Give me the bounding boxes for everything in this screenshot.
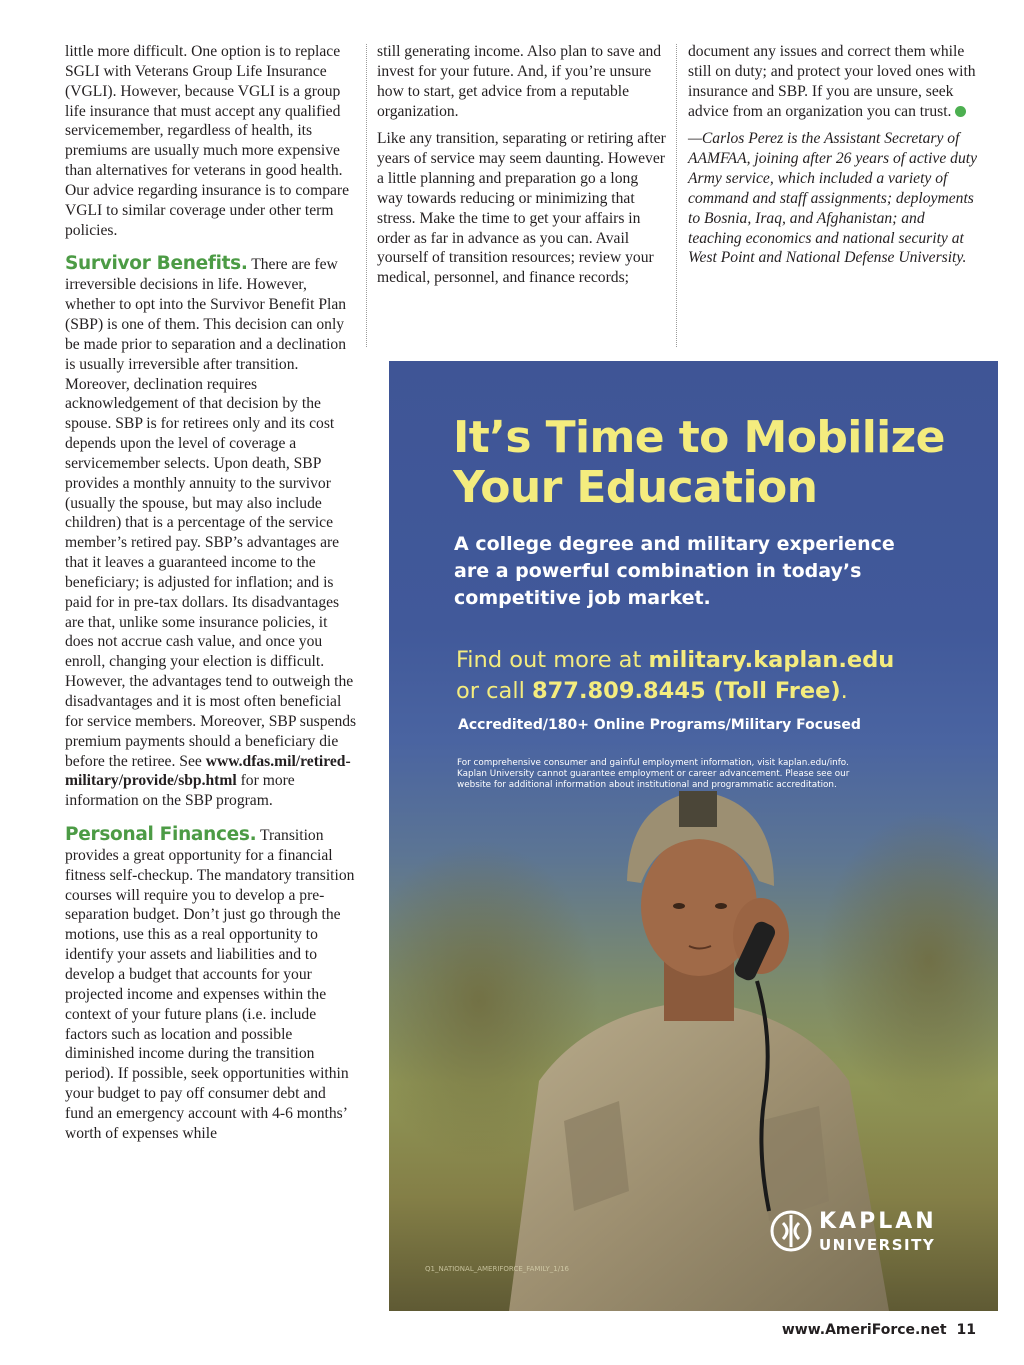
ad-code: Q1_NATIONAL_AMERIFORCE_FAMILY_1/16	[425, 1265, 570, 1273]
ad-phone-link[interactable]: 877.809.8445 (Toll Free)	[532, 678, 841, 704]
transition-paragraph: Like any transition, separating or retiring after years of service may seem daunting. However a little planning and preparation go a long way towards reducing or minimizing that stress. Make the time to get your affairs in order as far in advance as you can. Avail yourself of transition resources; review your medical, personnel, and finance records;	[377, 130, 666, 287]
kaplan-advertisement[interactable]	[389, 361, 998, 1311]
closing-text: document any issues and correct them while still on duty; and protect your loved ones with insurance and SBP. If you are unsure, seek advice from an organization you can trust.	[688, 43, 976, 120]
kaplan-university-logo	[769, 1201, 969, 1261]
article-column-1	[65, 42, 357, 1152]
article-column-2	[377, 42, 667, 296]
author-byline: —Carlos Perez is the Assistant Secretary of AAMFAA, joining after 26 years of active duty Army service, which included a variety of command and staff assignments; deployments to Bosnia, Iraq, and Afghanistan; and teaching economics and national security at West Point and National Defense University.	[688, 130, 978, 267]
survivor-benefits-paragraph	[65, 254, 357, 811]
personal-finances-text: Transition provides a great opportunity for a financial fitness self-checkup. The mandatory transition courses will require you to develop a pre-separation budget. Don’t just go through the motions, use this as a real opportunity to identify your assets and liabilities and to develop a budget that accounts for your projected income and expenses within the context of your future plans (i.e. include factors such as location and possible diminished income during the transition period). If possible, seek opportunities within your budget to pay off consumer debt and fund an emergency account with 4-6 months’ worth of expenses while	[65, 827, 355, 1142]
insurance-paragraph: little more difficult. One option is to replace SGLI with Veterans Group Life Insurance (VGLI). However, because VGLI is a group life insurance that must accept any qualified servicemember, regardless of health, its premiums are usually much more expensive than alternatives for veterans in good health. Our advice regarding insurance is to compare VGLI to similar coverage under other term policies.	[65, 43, 350, 239]
cta-end: .	[840, 678, 848, 704]
personal-finances-paragraph	[65, 825, 357, 1144]
footer-site[interactable]: www.AmeriForce.net	[781, 1322, 947, 1338]
logo-university: UNIVERSITY	[819, 1236, 936, 1254]
logo-kaplan: KAPLAN	[819, 1209, 937, 1234]
cta-mid: or call	[456, 678, 525, 704]
ad-accreditation: Accredited/180+ Online Programs/Military Focused	[458, 717, 861, 733]
savings-paragraph: still generating income. Also plan to save and invest for your future. And, if you’re unsure how to start, get advice from a reputable organization.	[377, 43, 662, 120]
ad-fine-print: For comprehensive consumer and gainful employment information, visit kaplan.edu/info. Kaplan University cannot guarantee employment or career advancement. Please see our website for additional information about institutional and programmatic accreditation.	[457, 758, 850, 790]
sbp-link[interactable]: www.dfas.mil/retired-military/provide/sbp.html	[65, 752, 351, 790]
ad-url-link[interactable]: military.kaplan.edu	[648, 647, 895, 673]
personal-finances-heading: Personal Finances.	[65, 824, 257, 846]
ad-call-to-action	[456, 645, 976, 707]
survivor-benefits-heading: Survivor Benefits.	[65, 253, 248, 275]
page-footer	[782, 1322, 976, 1338]
ad-headline: It’s Time to Mobilize Your Education	[453, 412, 945, 513]
cta-prefix: Find out more at	[456, 647, 642, 673]
survivor-benefits-text: There are few irreversible decisions in life. However, whether to opt into the Survivor Benefit Plan (SBP) is one of them. This decision can only be made prior to separation and a declination is usually irreversible after transition. Moreover, declination requires acknowledgement of that decision by the spouse. SBP is for retirees only and its cost depends upon the level of coverage a servicemember selects. Upon death, SBP provides a monthly annuity to the survivor (usually the spouse, but may also include children) that is a percentage of the service member’s retired pay. SBP’s advantages are that it leaves a guaranteed income to the beneficiary; is adjusted for inflation; and is paid for in pre-tax dollars. Its disadvantages are that, unlike some insurance policies, it does not accrue cash value, and once you enroll, changing your election is difficult. However, the advantages tend to outweigh the disadvantages and it is most often beneficial for service members. Moreover, SBP suspends premium payments should a beneficiary die before the retiree. See	[65, 256, 357, 770]
survivor-benefits-tail: for more information on the SBP program.	[65, 772, 295, 810]
ad-subheadline: A college degree and military experience are a powerful combination in today’s competitive job market.	[454, 533, 895, 609]
page-number: 11	[956, 1322, 976, 1338]
end-of-article-bullet-icon	[955, 106, 966, 117]
article-column-3	[688, 42, 980, 276]
column-divider	[366, 44, 367, 347]
column-divider	[676, 44, 677, 347]
closing-paragraph	[688, 42, 980, 121]
